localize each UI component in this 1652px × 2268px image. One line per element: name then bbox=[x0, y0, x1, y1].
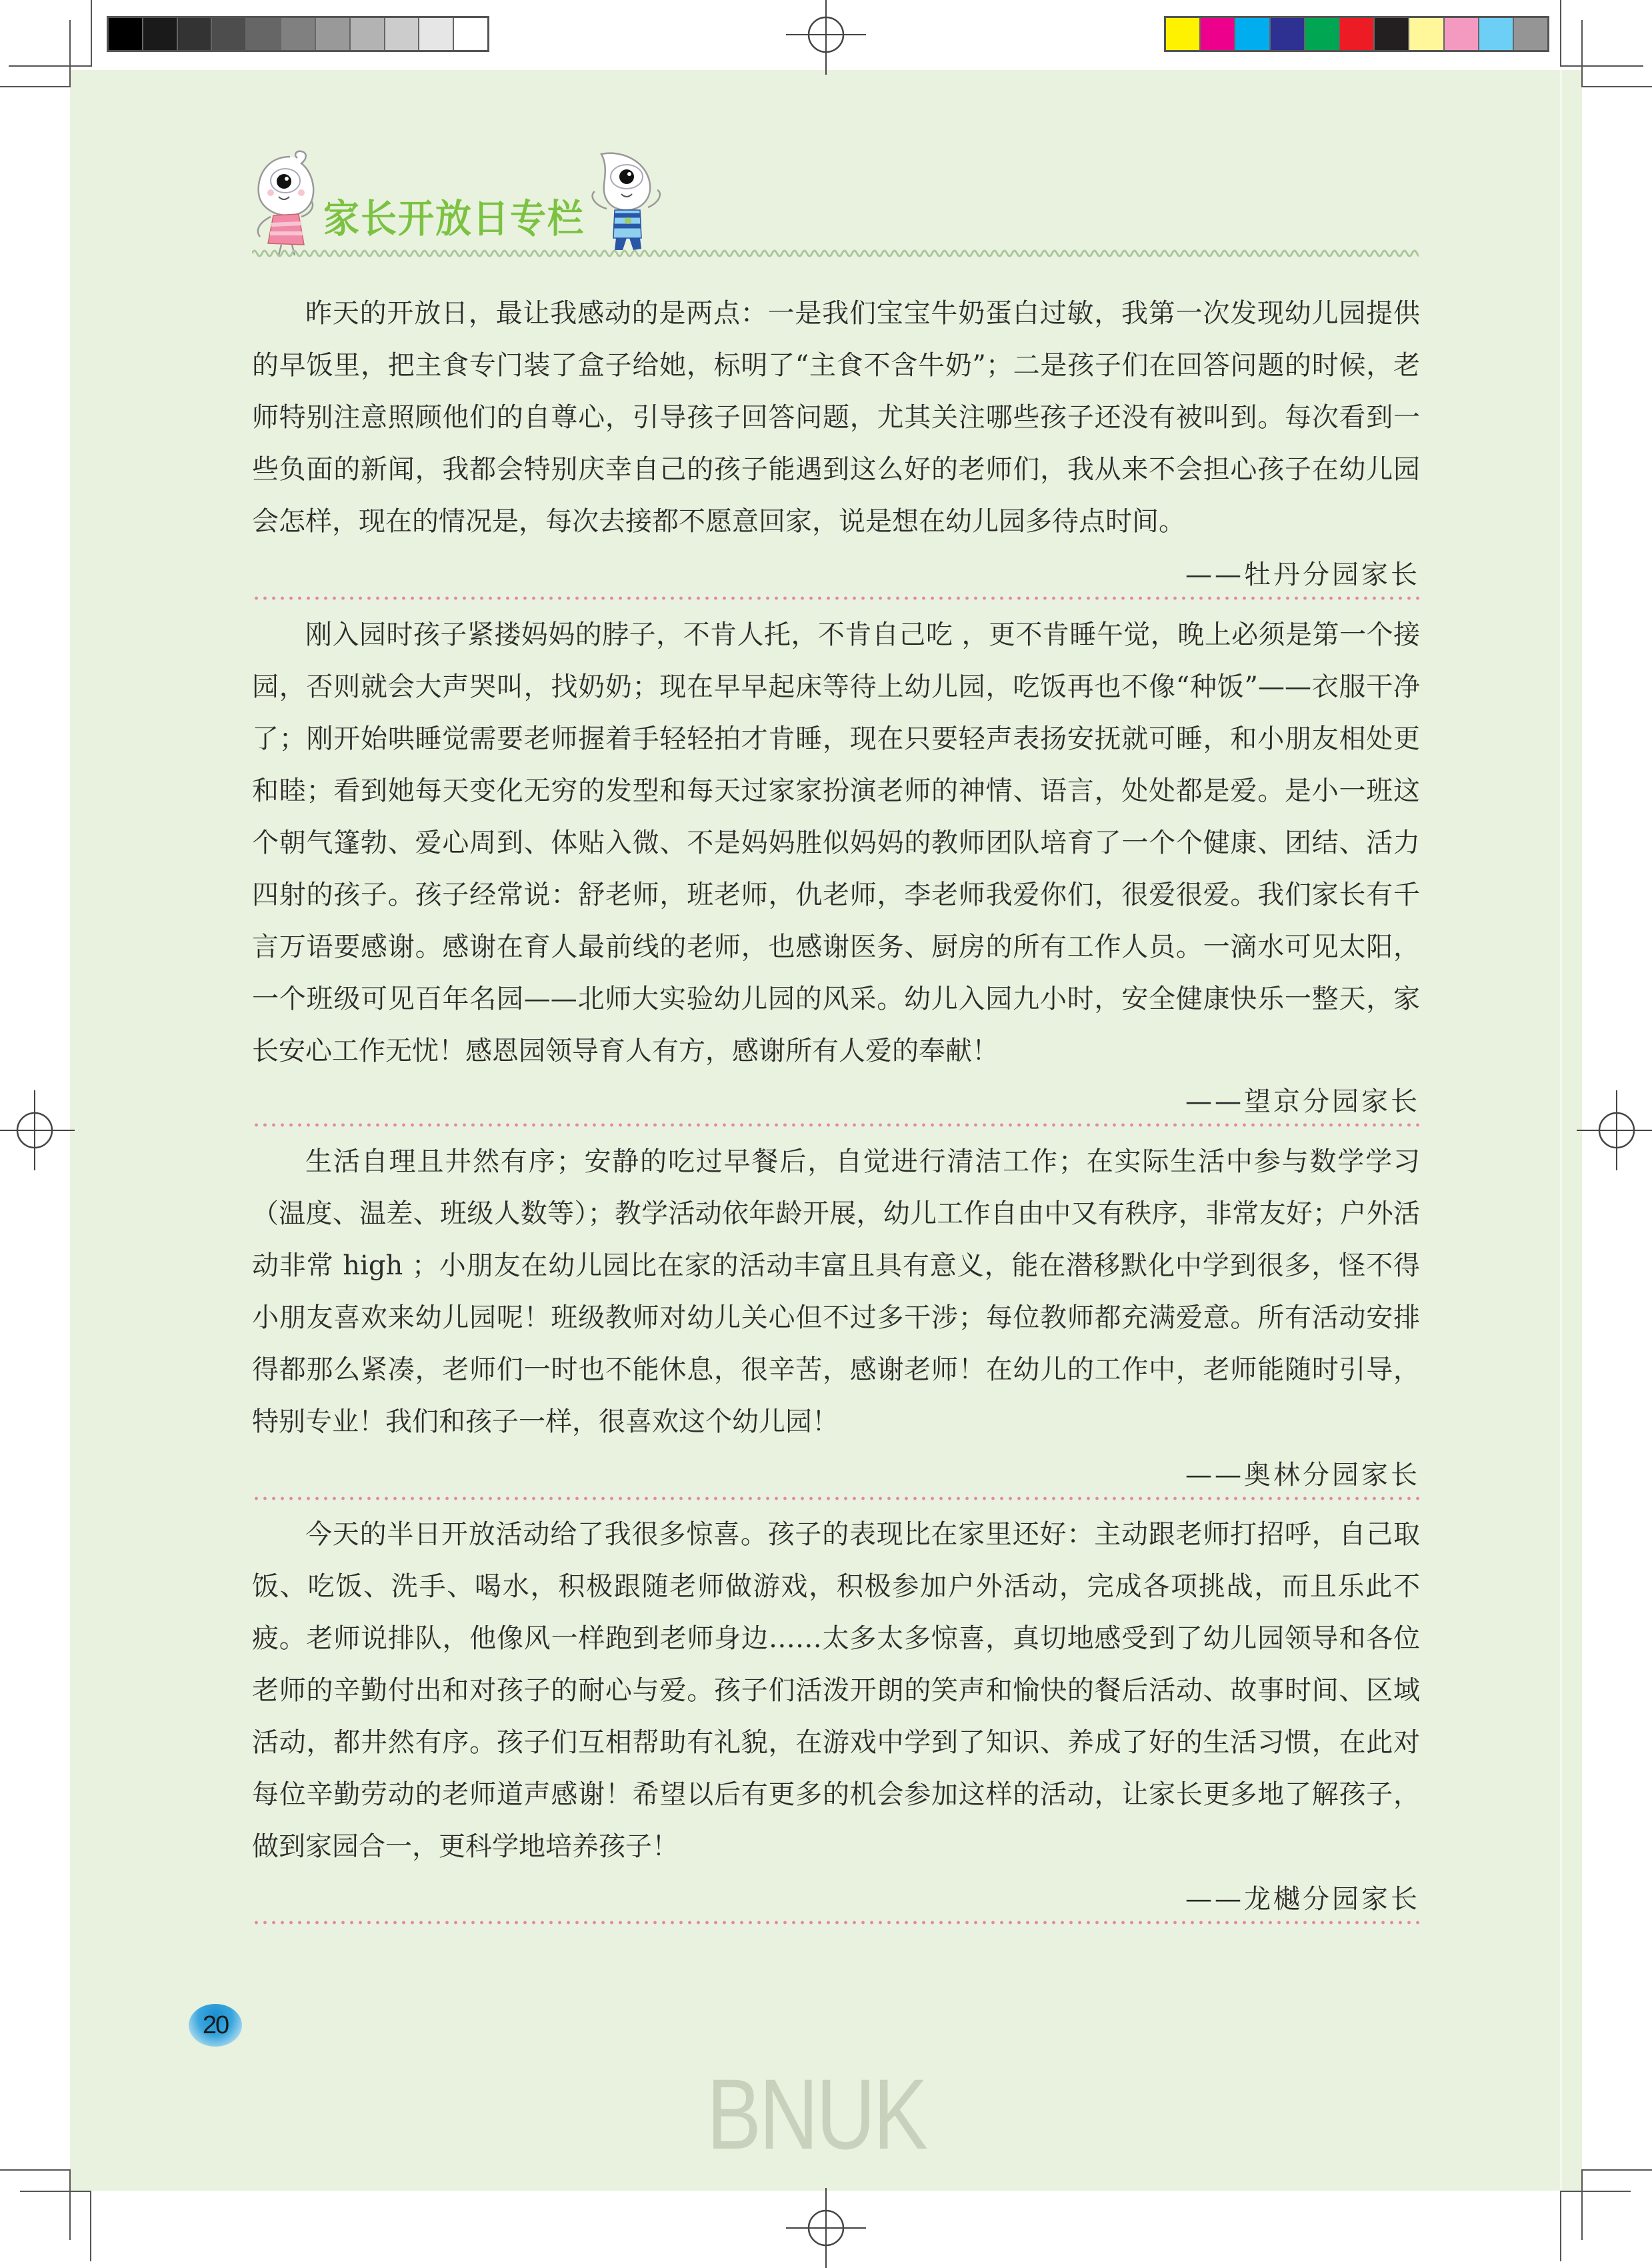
boy-mascot-icon bbox=[580, 143, 673, 257]
color-calibration-bar bbox=[1164, 16, 1549, 52]
color-swatch bbox=[1166, 18, 1201, 50]
article-text-2: 刚入园时孩子紧搂妈妈的脖子，不肯人托，不肯自己吃 ，更不肯睡午觉，晚上必须是第一个接园，否则就会大声哭叫，找奶奶；现在早早起床等待上幼儿园，吃饭再也不像“种饭”——衣服干净了；刚开始哄睡觉需要老师握着手轻轻拍才肯睡，现在只要轻声表扬安抚就可睡，和小朋友相处更和睦；看到她每天变化无穷的发型和每天过家家扮演老师的神情、语言，处处都是爱。是小一班这个朝气篷勃、爱心周到、体贴入微、不是妈妈胜似妈妈的教师团队培育了一个个健康、团结、活力四射的孩子。孩子经常说：舒老师，班老师，仇老师，李老师我爱你们，很爱很爱。我们家长有千言万语要感谢。感谢在育人最前线的老师，也感谢医务、厨房的所有工作人员。一滴水可见太阳，一个班级可见百年名园——北师大实验幼儿园的风采。幼儿入园九小时，安全健康快乐一整天，家长安心工作无忧！感恩园领导育人有方，感谢所有人爱的奉献！ bbox=[252, 620, 1420, 1066]
gray-swatch bbox=[316, 18, 351, 50]
gray-swatch bbox=[454, 18, 487, 50]
grayscale-calibration-bar bbox=[107, 16, 489, 52]
article-text-1: 昨天的开放日，最让我感动的是两点：一是我们宝宝牛奶蛋白过敏，我第一次发现幼儿园提供的早饭里，把主食专门装了盒子给她，标明了“主食不含牛奶”；二是孩子们在回答问题的时候，老师特别注意照顾他们的自尊心，引导孩子回答问题，尤其关注哪些孩子还没有被叫到。每次看到一些负面的新闻，我都会特别庆幸自己的孩子能遇到这么好的老师们，我从来不会担心孩子在幼儿园会怎样，现在的情况是，每次去接都不愿意回家，说是想在幼儿园多待点时间。 bbox=[252, 298, 1420, 537]
gray-swatch bbox=[247, 18, 281, 50]
color-swatch bbox=[1340, 18, 1375, 50]
gray-swatch bbox=[178, 18, 213, 50]
article-signature-3: ——奥林分园家长 bbox=[1185, 1460, 1420, 1490]
article-text-3: 生活自理且井然有序；安静的吃过早餐后，自觉进行清洁工作；在实际生活中参与数学学习（温度、温差、班级人数等）；教学活动依年龄开展，幼儿工作自由中又有秩序，非常友好；户外活动非常 high ；小朋友在幼儿园比在家的活动丰富且具有意义，能在潜移默化中学到很多，怪不得小朋友喜欢来幼儿园呢！班级教师对幼儿关心但不过多干涉；每位教师都充满爱意。所有活动安排得都那么紧凑，老师们一时也不能休息，很辛苦，感谢老师！在幼儿的工作中，老师能随时引导，特别专业！我们和孩子一样，很喜欢这个幼儿园！ bbox=[252, 1146, 1420, 1437]
wavy-divider bbox=[252, 245, 1419, 261]
page-number-badge: 20 bbox=[189, 2004, 242, 2047]
color-swatch bbox=[1201, 18, 1235, 50]
gray-swatch bbox=[385, 18, 420, 50]
article-signature-1: ——牡丹分园家长 bbox=[1185, 559, 1420, 590]
column-title: 家长开放日专栏 bbox=[323, 195, 585, 241]
gray-swatch bbox=[143, 18, 178, 50]
bnuk-watermark: BNUK bbox=[707, 2058, 926, 2170]
article-signature-4: ——龙樾分园家长 bbox=[1185, 1884, 1420, 1915]
fold-line bbox=[1560, 70, 1562, 2191]
dotted-separator-3 bbox=[252, 1496, 1420, 1500]
dotted-separator-4 bbox=[252, 1921, 1420, 1925]
color-swatch bbox=[1514, 18, 1547, 50]
dotted-separator-1 bbox=[252, 596, 1420, 600]
dotted-separator-2 bbox=[252, 1123, 1420, 1127]
registration-mark-left bbox=[0, 1090, 75, 1170]
color-swatch bbox=[1479, 18, 1514, 50]
gray-swatch bbox=[109, 18, 143, 50]
registration-mark-right bbox=[1577, 1090, 1652, 1170]
article-text-4: 今天的半日开放活动给了我很多惊喜。孩子的表现比在家里还好：主动跟老师打招呼，自己取饭、吃饭、洗手、喝水，积极跟随老师做游戏，积极参加户外活动，完成各项挑战，而且乐此不疲。老师说排队，他像风一样跑到老师身边……太多太多惊喜，真切地感受到了幼儿园领导和各位老师的辛勤付出和对孩子的耐心与爱。孩子们活泼开朗的笑声和愉快的餐后活动、故事时间、区域活动，都井然有序。孩子们互相帮助有礼貌，在游戏中学到了知识、养成了好的生活习惯，在此对每位辛勤劳动的老师道声感谢！希望以后有更多的机会参加这样的活动，让家长更多地了解孩子，做到家园合一，更科学地培养孩子！ bbox=[252, 1519, 1420, 1862]
gray-swatch bbox=[419, 18, 454, 50]
article-signature-2: ——望京分园家长 bbox=[1185, 1086, 1420, 1117]
gray-swatch bbox=[351, 18, 385, 50]
color-swatch bbox=[1235, 18, 1270, 50]
registration-mark-bottom bbox=[786, 2188, 866, 2268]
color-swatch bbox=[1375, 18, 1409, 50]
color-swatch bbox=[1305, 18, 1340, 50]
color-swatch bbox=[1271, 18, 1305, 50]
gray-swatch bbox=[281, 18, 316, 50]
gray-swatch bbox=[212, 18, 247, 50]
registration-mark-top bbox=[786, 0, 866, 75]
color-swatch bbox=[1409, 18, 1444, 50]
color-swatch bbox=[1445, 18, 1479, 50]
